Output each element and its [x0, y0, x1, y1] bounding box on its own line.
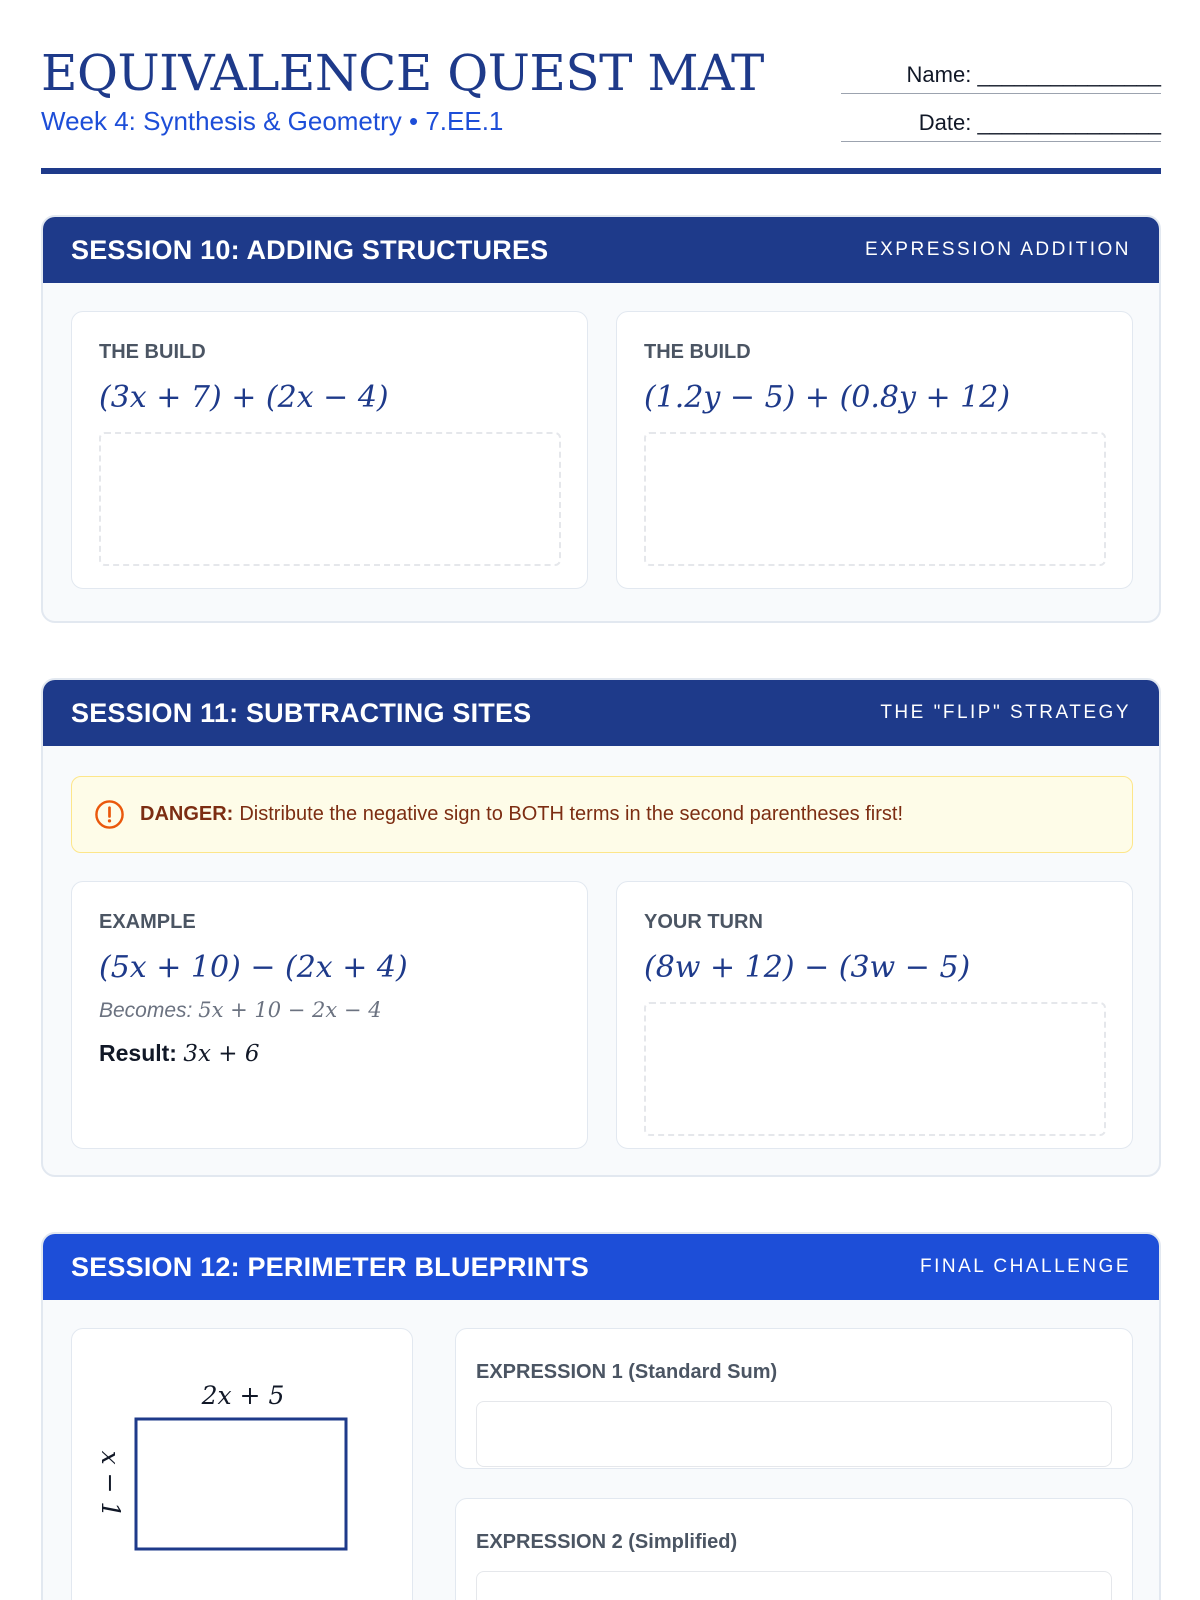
expression-2-input[interactable] — [476, 1571, 1112, 1600]
session-11-tag: THE "FLIP" STRATEGY — [880, 702, 1131, 723]
session-10-tag: EXPRESSION ADDITION — [864, 239, 1131, 260]
result-label: Result: — [99, 1040, 177, 1066]
session-12-panel — [41, 1232, 1161, 1600]
session-12-tag: FINAL CHALLENGE — [919, 1256, 1131, 1277]
session-10-header — [43, 217, 1159, 283]
rectangle-top-label: 2x + 5 — [201, 1381, 285, 1410]
expression-2-card — [455, 1498, 1133, 1600]
session-12-title: SESSION 12: PERIMETER BLUEPRINTS — [71, 1251, 589, 1282]
name-field[interactable]: Name: _______________ — [841, 56, 1161, 94]
build-card-1-label: THE BUILD — [99, 341, 206, 363]
session-11-title: SESSION 11: SUBTRACTING SITES — [71, 697, 532, 728]
rectangle-diagram — [72, 1329, 414, 1600]
rectangle-side-label: x − 1 — [96, 1450, 125, 1518]
session-11-panel — [41, 678, 1161, 1177]
page-subtitle: Week 4: Synthesis & Geometry • 7.EE.1 — [41, 106, 504, 136]
your-turn-label: YOUR TURN — [644, 911, 763, 933]
expression-1-input[interactable] — [476, 1401, 1112, 1467]
date-field[interactable]: Date: _______________ — [841, 104, 1161, 142]
worksheet-header — [41, 40, 1161, 174]
example-becomes — [99, 998, 382, 1023]
expression-1-card — [455, 1328, 1133, 1469]
rectangle-diagram-card — [71, 1328, 413, 1600]
session-11-header — [43, 680, 1159, 746]
your-turn-workspace[interactable] — [644, 1002, 1106, 1136]
danger-callout — [71, 776, 1133, 853]
your-turn-card — [616, 881, 1133, 1149]
becomes-label: Becomes: — [99, 999, 193, 1022]
build-card-1-expression: (3x + 7) + (2x − 4) — [99, 380, 389, 415]
example-card — [71, 881, 588, 1149]
alert-circle-icon — [94, 799, 125, 830]
example-expression: (5x + 10) − (2x + 4) — [99, 950, 408, 985]
expression-2-label: EXPRESSION 2 (Simplified) — [476, 1531, 738, 1553]
build-card-1-workspace[interactable] — [99, 432, 561, 566]
example-label: EXAMPLE — [99, 911, 196, 933]
your-turn-expression: (8w + 12) − (3w − 5) — [644, 950, 971, 985]
example-result — [99, 1040, 259, 1067]
page-title: EQUIVALENCE QUEST MAT — [41, 44, 764, 102]
danger-text: Distribute the negative sign to BOTH terms in the second parentheses first! — [239, 803, 903, 825]
session-12-header — [43, 1234, 1159, 1300]
expression-1-label: EXPRESSION 1 (Standard Sum) — [476, 1361, 778, 1383]
build-card-2-expression: (1.2y − 5) + (0.8y + 12) — [644, 380, 1011, 415]
build-card-2-label: THE BUILD — [644, 341, 751, 363]
build-card-2-workspace[interactable] — [644, 432, 1106, 566]
session-10-title: SESSION 10: ADDING STRUCTURES — [71, 234, 549, 265]
build-card-2 — [616, 311, 1133, 589]
becomes-expression: 5x + 10 − 2x − 4 — [198, 998, 382, 1022]
build-card-1 — [71, 311, 588, 589]
danger-label: DANGER: — [140, 803, 234, 825]
rectangle-shape — [136, 1419, 346, 1549]
result-expression: 3x + 6 — [183, 1041, 260, 1067]
session-10-panel — [41, 215, 1161, 623]
